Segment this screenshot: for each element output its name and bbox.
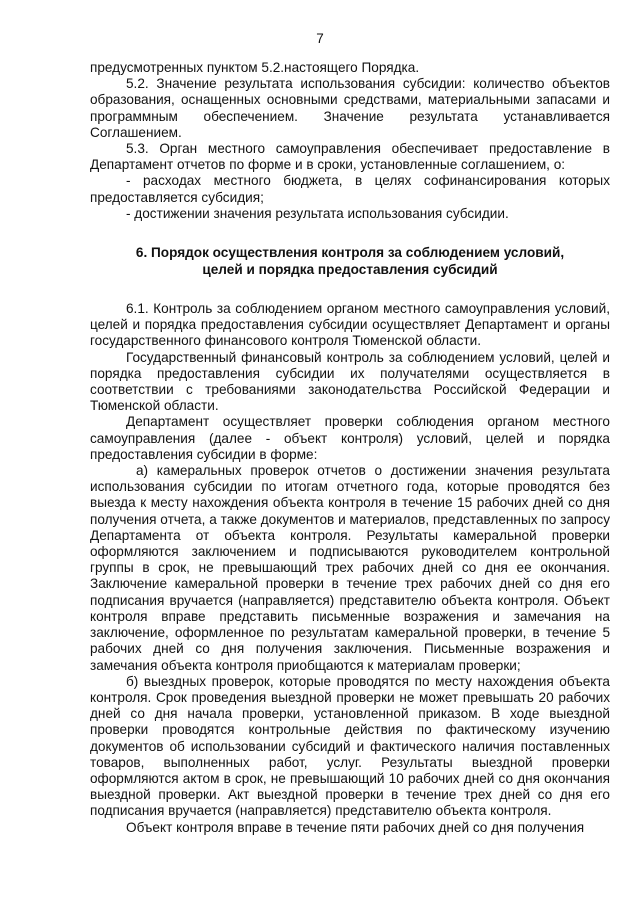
section-heading: [90, 244, 610, 278]
list-item-result-value: - достижении значения результата использования субсидии.: [126, 205, 509, 221]
document-body: [90, 60, 610, 836]
paragraph-department-checks: Департамент осуществляет проверки соблюдения органом местного самоуправления (далее - объект контроля) условий, целей и порядка предоставления субсидии в форме:: [90, 414, 610, 462]
section-heading-line-1: 6. Порядок осуществления контроля за соблюдением условий,: [135, 245, 565, 261]
paragraph-5-2: 5.2. Значение результата использования субсидии: количество объектов образования, оснащенных основными средствами, материальными запасами и программным обеспечением. Значение результата устанавливается Соглашением.: [90, 76, 610, 140]
paragraph: предусмотренных пунктом 5.2.настоящего Порядка.: [90, 60, 420, 75]
paragraph-6-1: 6.1. Контроль за соблюдением органом местного самоуправления условий, целей и порядка предоставления субсидии осуществляет Департамент и органы государственного финансового контроля Тюменской области.: [90, 301, 610, 349]
paragraph-field-audits: б) выездных проверок, которые проводятся по месту нахождения объекта контроля. Срок проведения выездной проверки не может превышать 20 рабочих дней со дня начала проверки, установленной приказом. В ходе выездной проверки проводятся контрольные действия по фактическому изучению документов об использовании субсидий и фактического наличия поставленных товаров, выполненных работ, услуг. Результаты выездной проверки оформляются актом в срок, не превышающий 10 рабочих дней со дня окончания выездной проверки. Акт выездной проверки в течение трех дней со дня его подписания вручается (направляется) представителю объекта контроля.: [90, 673, 610, 819]
paragraph-desk-audits: а) камеральных проверок отчетов о достижении значения результата использования субсидии по итогам отчетного года, которые проводятся без выезда к месту нахождения объекта контроля в течение 15 рабочих дней со дня получения отчета, а также документов и материалов, представленных по запросу Департамента от объекта контроля. Результаты камеральной проверки оформляются заключением и подписываются руководителем контрольной группы в срок, не превышающий трех рабочих дней со дня ее окончания. Заключение камеральной проверки в течение трех рабочих дней со дня его подписания вручается (направляется) представителю объекта контроля. Объект контроля вправе представить письменные возражения и замечания на заключение, оформленное по результатам камеральной проверки, в течение 5 рабочих дней со дня получения заключения. Письменные возражения и замечания объекта контроля приобщаются к материалам проверки;: [90, 463, 610, 673]
paragraph-state-control: Государственный финансовый контроль за соблюдением условий, целей и порядка предоставления субсидии их получателями осуществляется в соответствии с требованиями законодательства Российской Федерации и Тюменской области.: [90, 349, 610, 414]
paragraph-5-3: 5.3. Орган местного самоуправления обеспечивает предоставление в Департамент отчетов по форме и в сроки, установленные соглашением, о:: [90, 141, 610, 173]
paragraph-objection-right: Объект контроля вправе в течение пяти рабочих дней со дня получения: [126, 819, 585, 835]
page-number: 7: [316, 31, 324, 46]
section-heading-line-2: целей и порядка предоставления субсидий: [202, 262, 498, 278]
list-item-local-budget: - расходах местного бюджета, в целях софинансирования которых предоставляется субсидия;: [90, 173, 610, 205]
